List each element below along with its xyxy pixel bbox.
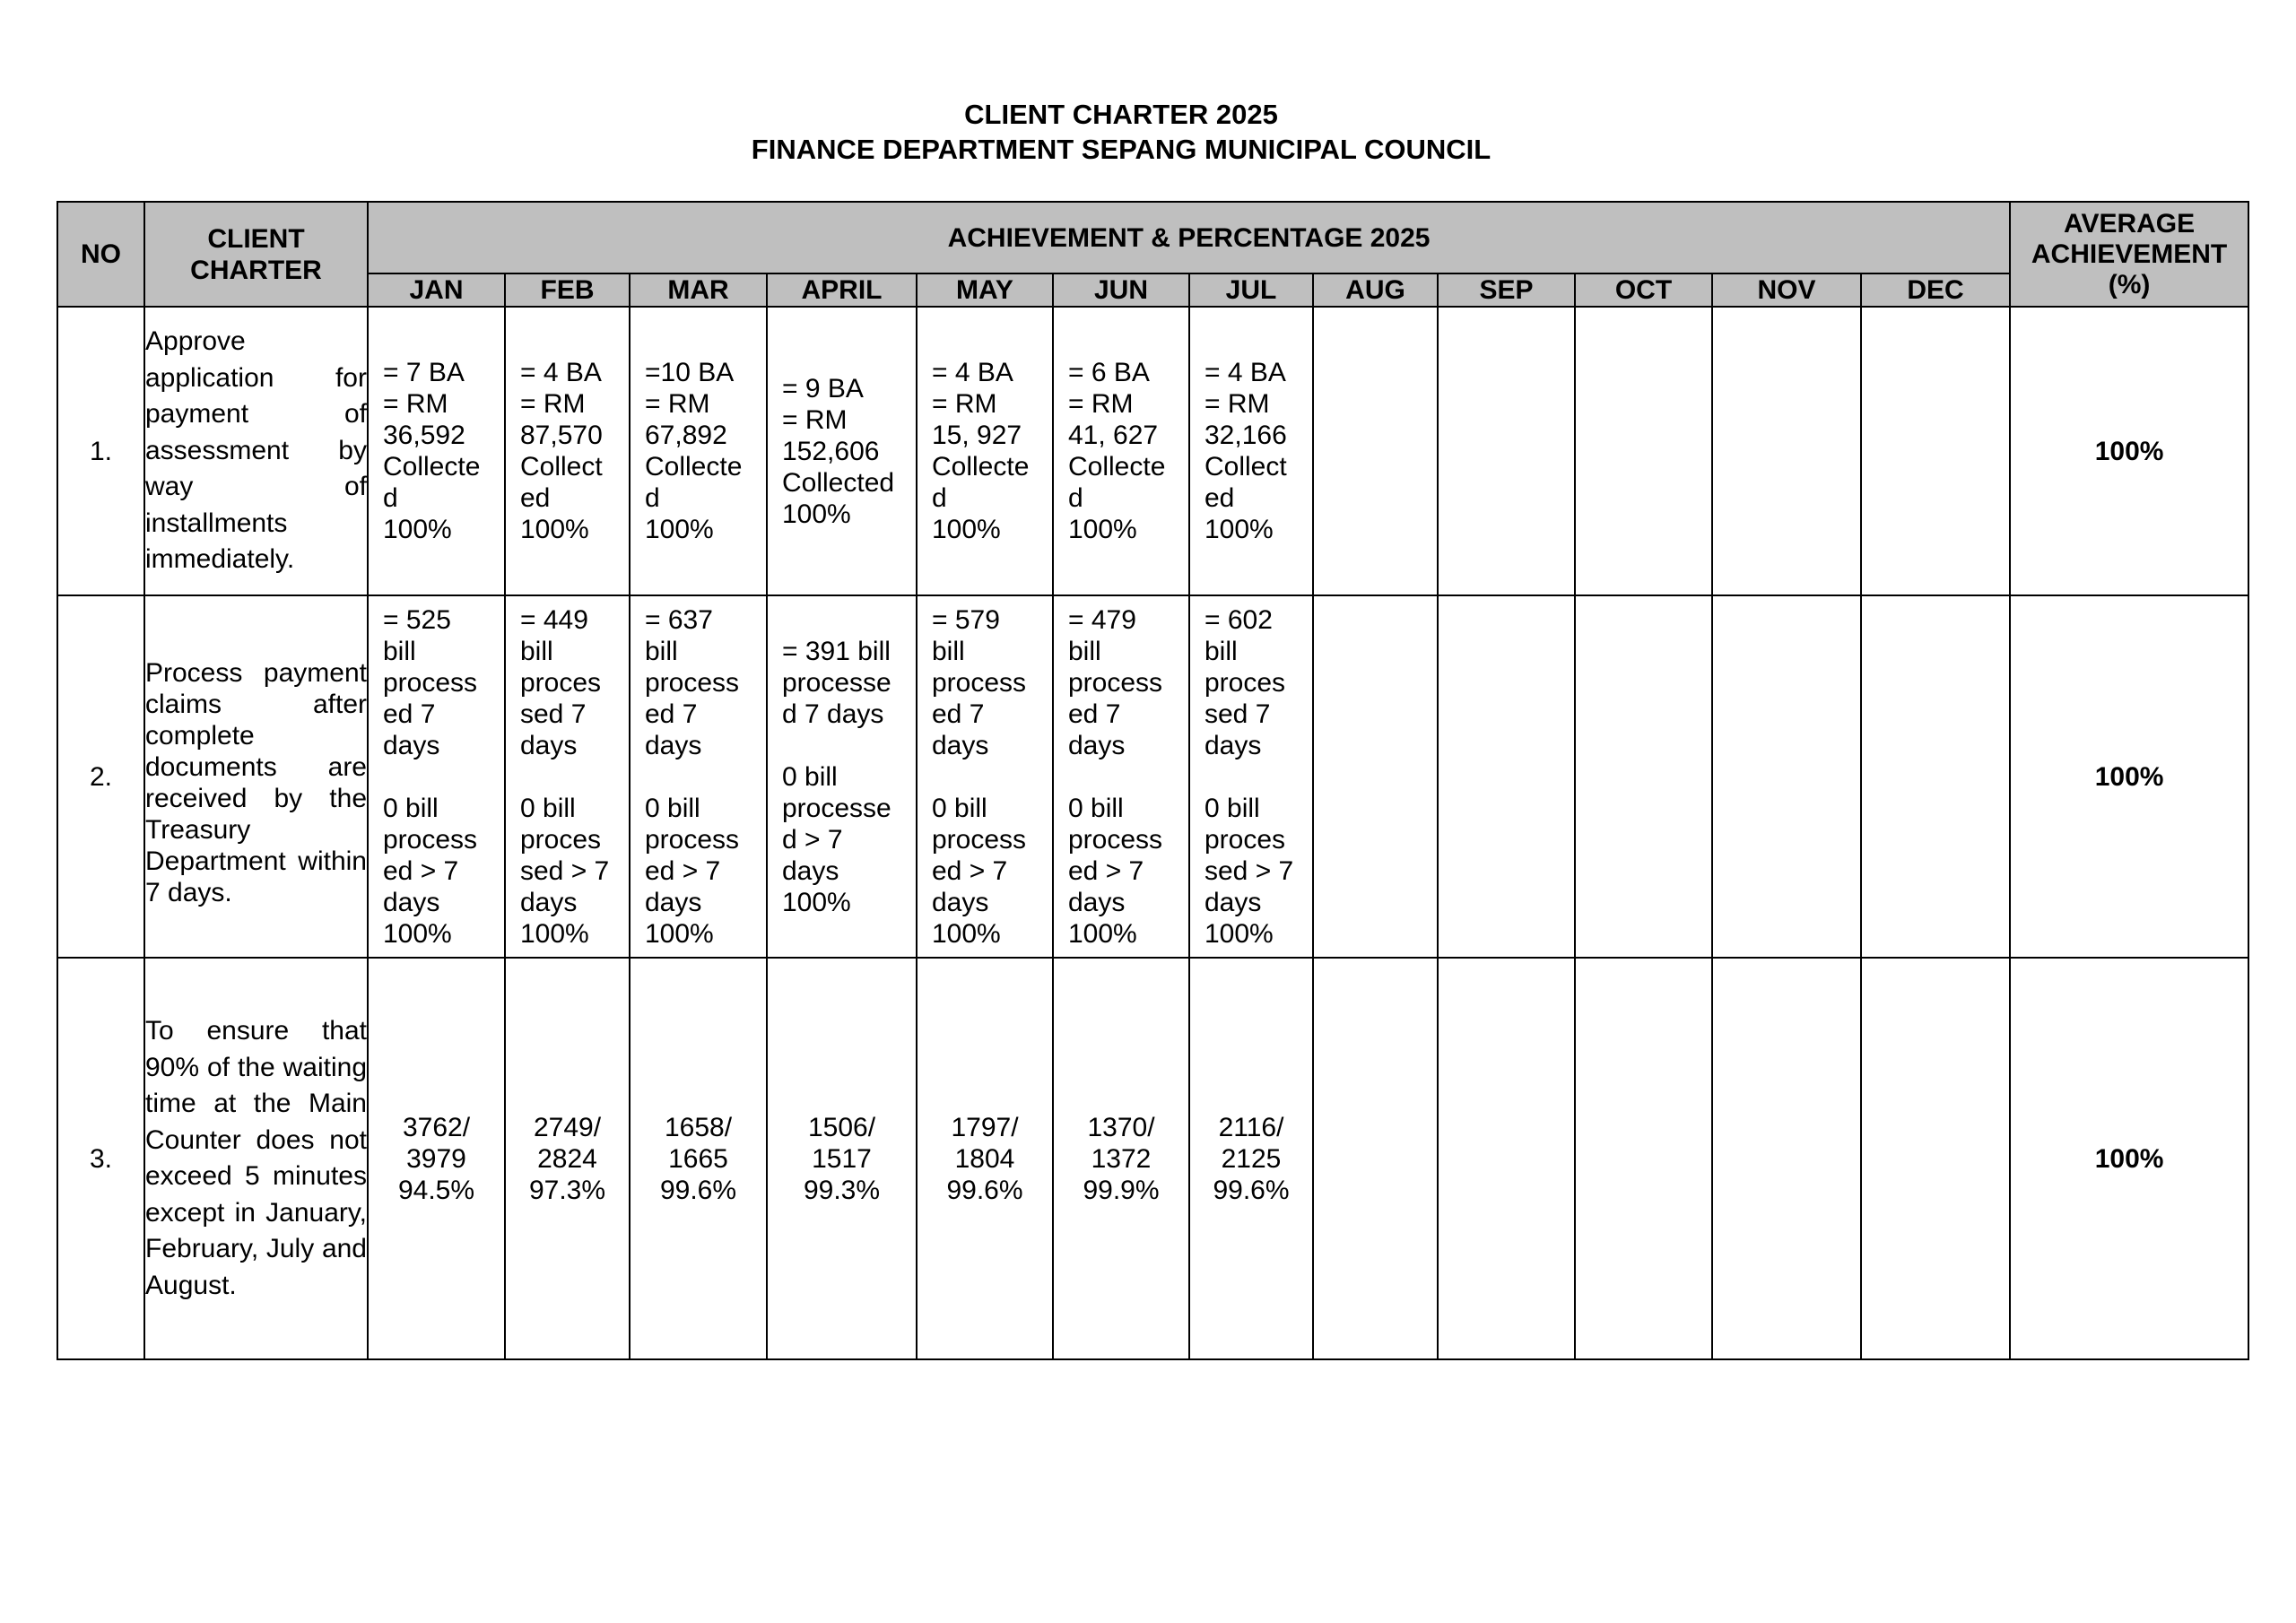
month-cell-value: = 479 bill process ed 7 days 0 bill process ed > 7 days 100% (1068, 604, 1163, 949)
header-month-aug: AUG (1313, 273, 1438, 307)
header-month-april: APRIL (767, 273, 917, 307)
month-cell-jul (1189, 595, 1313, 958)
month-cell-value: = 9 BA = RM 152,606 Collected 100% (782, 373, 895, 529)
row-number: 1. (57, 307, 144, 595)
month-cell-dec (1861, 595, 2010, 958)
month-cell-jan (368, 958, 505, 1359)
month-cell-mar (630, 958, 767, 1359)
header-month-feb: FEB (505, 273, 630, 307)
month-cell-nov (1712, 595, 1861, 958)
month-cell-dec (1861, 958, 2010, 1359)
month-cell-value: = 579 bill process ed 7 days 0 bill process ed > 7 days 100% (932, 604, 1027, 949)
month-cell-value: 1370/ 1372 99.9% (1083, 1112, 1160, 1205)
header-client-charter: CLIENT CHARTER (144, 202, 368, 307)
document-title: CLIENT CHARTER 2025 (964, 99, 1278, 130)
header-average-achievement: AVERAGE ACHIEVEMENT (%) (2010, 202, 2248, 307)
month-cell-value: 3762/ 3979 94.5% (397, 1112, 475, 1205)
table-row (57, 595, 2248, 958)
table-row (57, 307, 2248, 595)
month-cell-jan (368, 595, 505, 958)
row-number: 3. (57, 958, 144, 1359)
month-cell-value: = 449 bill proces sed 7 days 0 bill proces sed > 7 days 100% (520, 604, 610, 949)
header-month-jul: JUL (1189, 273, 1313, 307)
row-number: 2. (57, 595, 144, 958)
header-month-dec: DEC (1861, 273, 2010, 307)
table-body (57, 307, 2248, 1359)
month-cell-april (767, 958, 917, 1359)
month-cell-aug (1313, 595, 1438, 958)
month-cell-value: = 4 BA = RM 32,166 Collect ed 100% (1205, 358, 1287, 544)
month-cell-mar (630, 595, 767, 958)
header-month-mar: MAR (630, 273, 767, 307)
month-cell-value: =10 BA = RM 67,892 Collecte d 100% (645, 358, 743, 544)
month-cell-may (917, 595, 1053, 958)
month-cell-sep (1438, 958, 1575, 1359)
month-cell-value: 1506/ 1517 99.3% (803, 1112, 881, 1205)
client-charter-cell: Approve application for payment of assessment by way of installments immediately. (144, 307, 368, 595)
month-cell-value: = 525 bill process ed 7 days 0 bill process ed > 7 days 100% (383, 604, 478, 949)
table-row (57, 958, 2248, 1359)
month-cell-jun (1053, 595, 1189, 958)
header-no: NO (57, 202, 144, 307)
month-cell-value: = 4 BA = RM 87,570 Collect ed 100% (520, 358, 603, 544)
month-cell-feb (505, 595, 630, 958)
month-cell-sep (1438, 595, 1575, 958)
month-cell-oct (1575, 958, 1712, 1359)
month-cell-nov (1712, 958, 1861, 1359)
client-charter-table (57, 201, 2249, 1360)
month-cell-aug (1313, 958, 1438, 1359)
month-cell-oct (1575, 307, 1712, 595)
header-month-jan: JAN (368, 273, 505, 307)
month-cell-may (917, 958, 1053, 1359)
month-cell-value: = 7 BA = RM 36,592 Collecte d 100% (383, 358, 481, 544)
month-cell-value: 2116/ 2125 99.6% (1213, 1112, 1290, 1205)
month-cell-value: = 391 bill processe d 7 days 0 bill processe d > 7 days 100% (782, 636, 891, 917)
month-cell-aug (1313, 307, 1438, 595)
month-cell-april (767, 307, 917, 595)
header-month-jun: JUN (1053, 273, 1189, 307)
month-cell-value: = 6 BA = RM 41, 627 Collecte d 100% (1068, 358, 1166, 544)
month-cell-jan (368, 307, 505, 595)
average-achievement-cell: 100% (2010, 595, 2248, 958)
client-charter-cell: Process payment claims after complete documents are received by the Treasury Department within 7 days. (144, 595, 368, 958)
document-title-block (0, 97, 2242, 167)
client-charter-cell: To ensure that 90% of the waiting time at the Main Counter does not exceed 5 minutes except in January, February, July and August. (144, 958, 368, 1359)
month-header-row (57, 273, 2248, 307)
month-cell-value: = 4 BA = RM 15, 927 Collecte d 100% (932, 358, 1030, 544)
month-cell-value: 1658/ 1665 99.6% (659, 1112, 737, 1205)
header-achievement: ACHIEVEMENT & PERCENTAGE 2025 (368, 202, 2010, 273)
month-cell-value: 1797/ 1804 99.6% (946, 1112, 1023, 1205)
header-month-nov: NOV (1712, 273, 1861, 307)
month-cell-oct (1575, 595, 1712, 958)
month-cell-nov (1712, 307, 1861, 595)
month-cell-value: 2749/ 2824 97.3% (528, 1112, 606, 1205)
month-cell-value: = 637 bill process ed 7 days 0 bill process ed > 7 days 100% (645, 604, 740, 949)
month-cell-sep (1438, 307, 1575, 595)
month-cell-jul (1189, 307, 1313, 595)
month-cell-dec (1861, 307, 2010, 595)
month-cell-jun (1053, 307, 1189, 595)
month-cell-may (917, 307, 1053, 595)
header-month-may: MAY (917, 273, 1053, 307)
month-cell-value: = 602 bill proces sed 7 days 0 bill proces sed > 7 days 100% (1205, 604, 1294, 949)
average-achievement-cell: 100% (2010, 307, 2248, 595)
month-cell-jun (1053, 958, 1189, 1359)
month-cell-mar (630, 307, 767, 595)
month-cell-jul (1189, 958, 1313, 1359)
month-cell-feb (505, 958, 630, 1359)
average-achievement-cell: 100% (2010, 958, 2248, 1359)
header-month-oct: OCT (1575, 273, 1712, 307)
month-cell-feb (505, 307, 630, 595)
month-cell-april (767, 595, 917, 958)
header-month-sep: SEP (1438, 273, 1575, 307)
table-header (57, 202, 2248, 307)
document-subtitle: FINANCE DEPARTMENT SEPANG MUNICIPAL COUNCIL (751, 134, 1492, 165)
